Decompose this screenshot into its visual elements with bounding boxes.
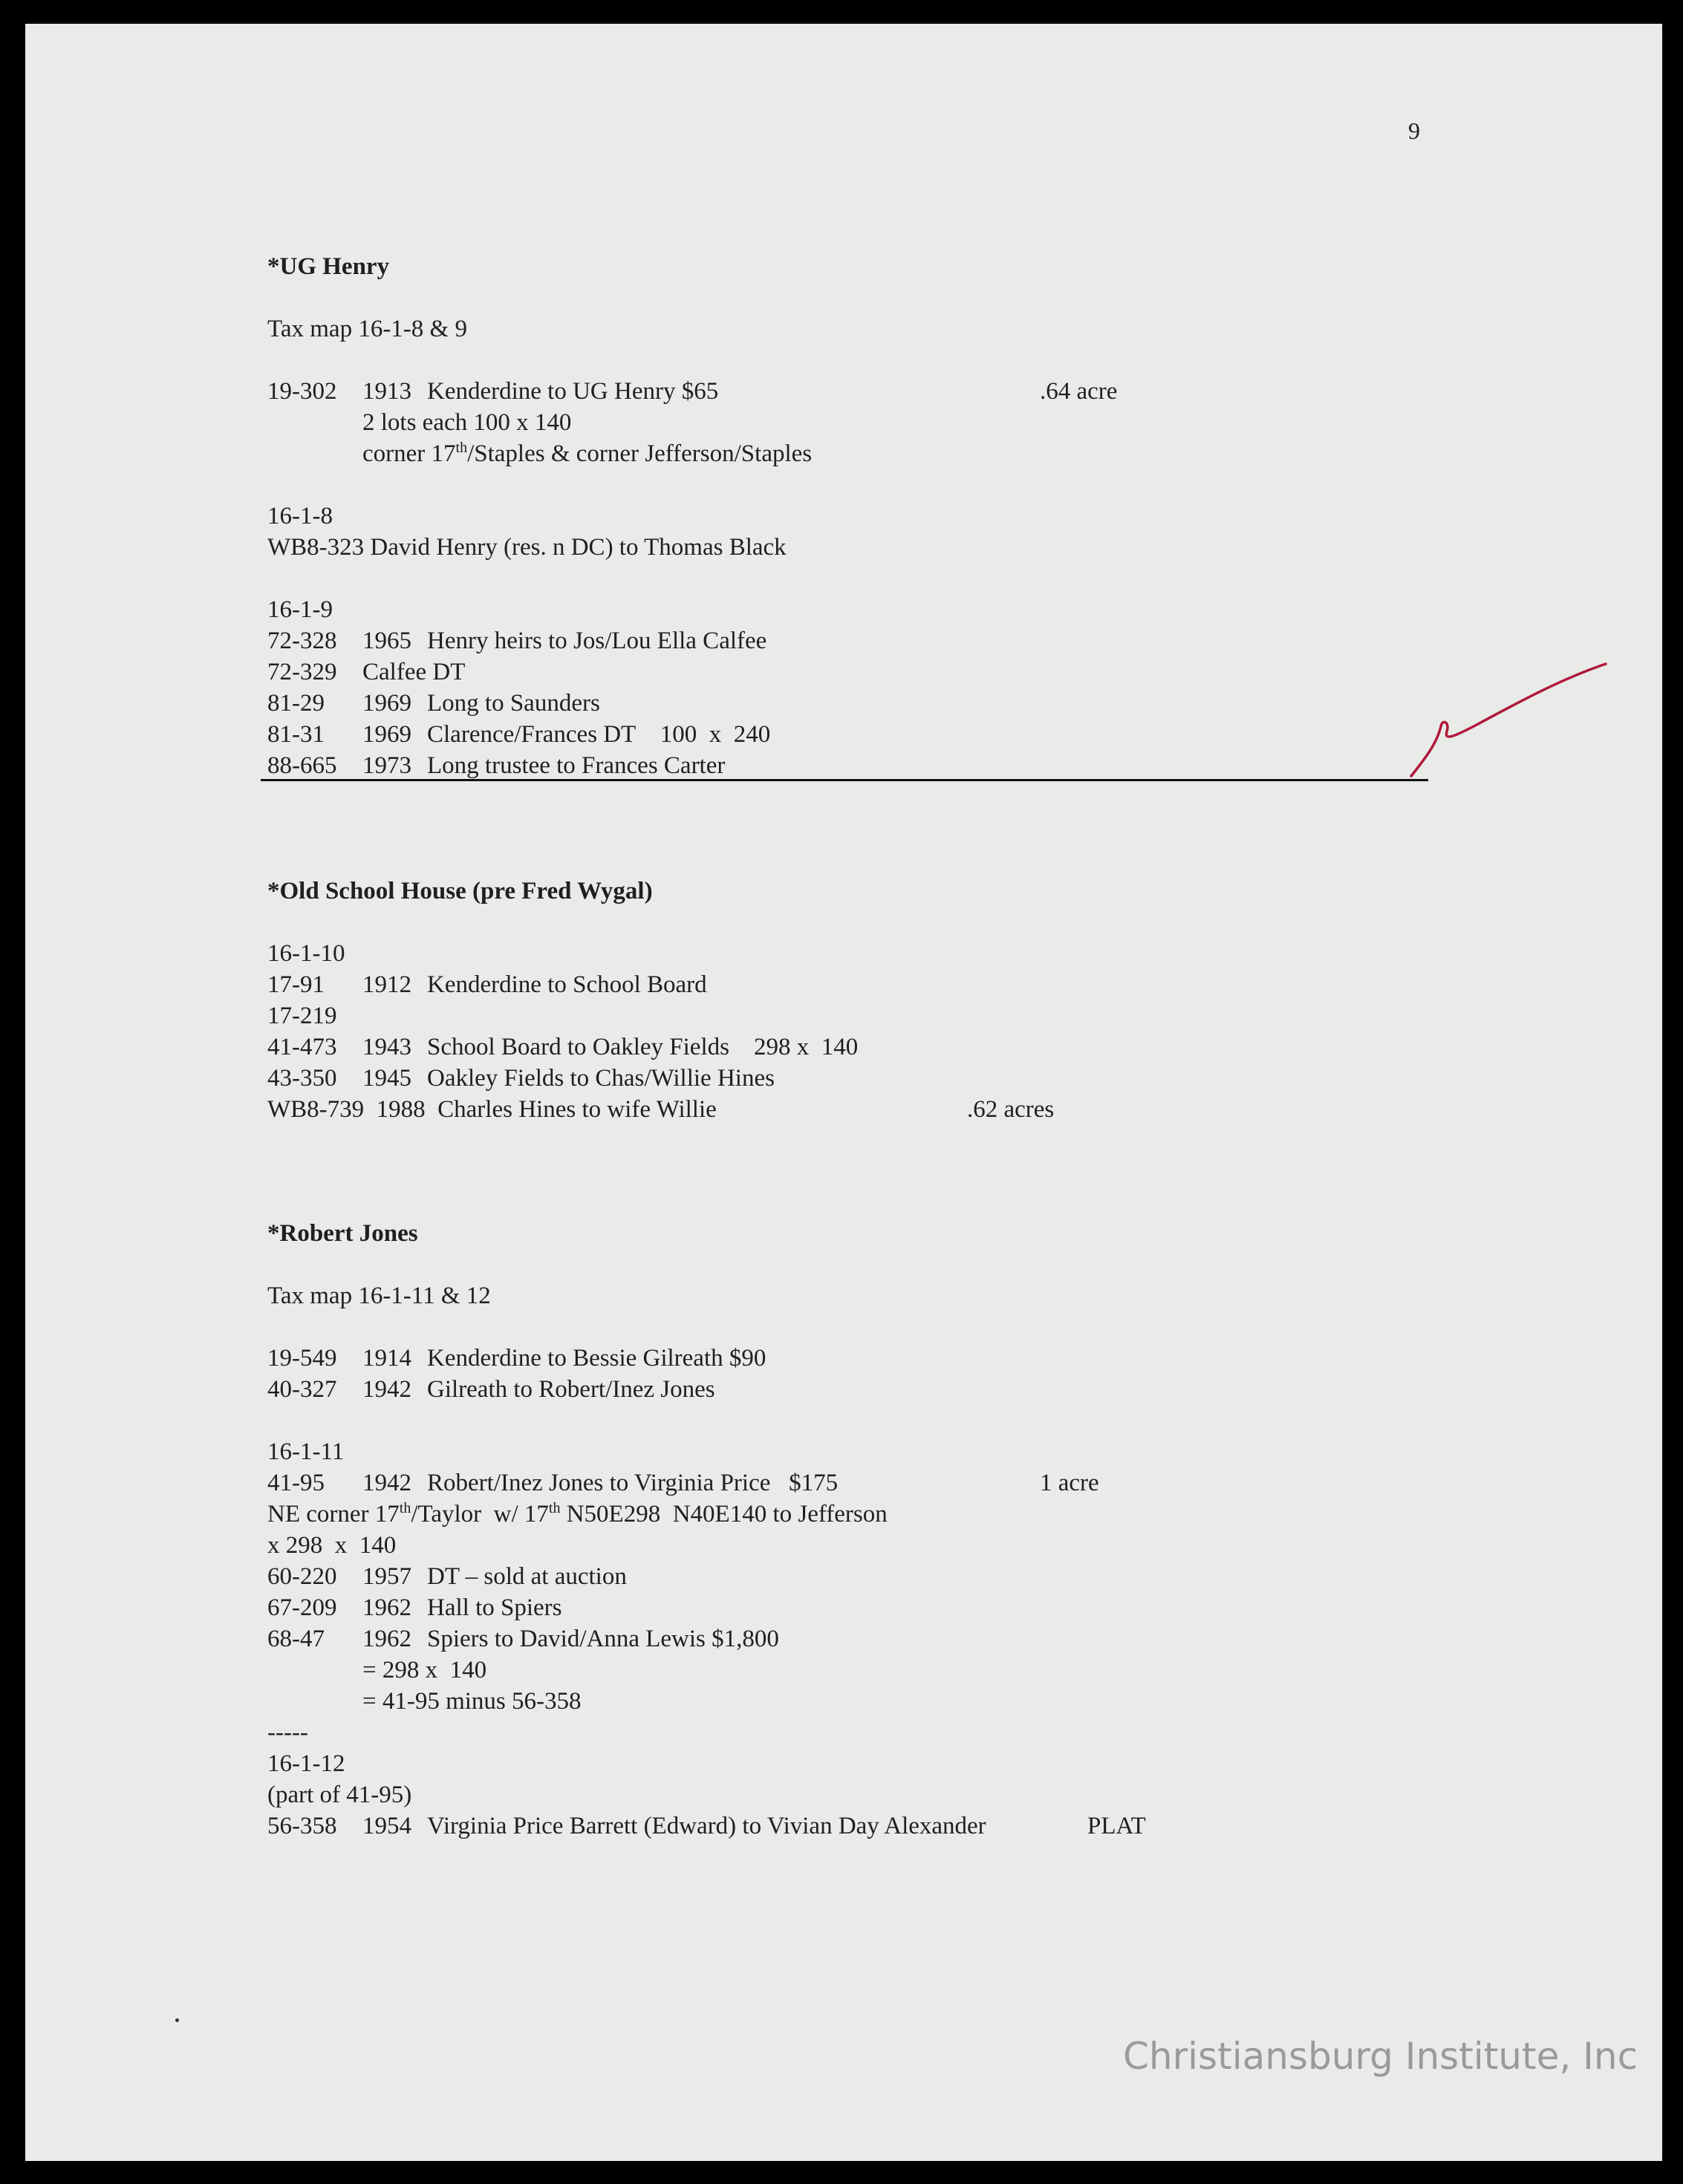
deed-row: 41-473 1943 School Board to Oakley Fields 298 x 140 — [267, 1034, 859, 1060]
deed-detail: x 298 x 140 — [267, 1532, 397, 1559]
speck — [175, 2018, 179, 2022]
deed-detail: 2 lots each 100 x 140 — [362, 409, 572, 436]
deed-year: 1913 — [362, 378, 411, 405]
deed-row: 19-549 1914 Kenderdine to Bessie Gilreath $90 — [267, 1345, 766, 1372]
deed-row: 81-29 1969 Long to Saunders — [267, 690, 600, 717]
deed-book-ref: 19-302 — [267, 378, 337, 405]
heading: *Robert Jones — [267, 1220, 418, 1247]
deed-row — [267, 376, 1312, 407]
deed-row: 81-31 1969 Clarence/Frances DT 100 x 240 — [267, 721, 771, 748]
parcel-id: 16-1-9 — [267, 596, 333, 623]
plat-label: PLAT — [1087, 1813, 1146, 1839]
deed-row: 67-209 1962 Hall to Spiers — [267, 1594, 562, 1621]
section-robert-jones — [267, 1218, 1312, 1842]
deed-row: 40-327 1942 Gilreath to Robert/Inez Jones — [267, 1376, 715, 1403]
watermark-text: Christiansburg Institute, Inc — [1123, 2035, 1638, 2078]
deed-row: 17-91 1912 Kenderdine to School Board — [267, 971, 707, 998]
section-old-school-house — [267, 876, 1312, 1125]
section-ug-henry — [267, 251, 1312, 781]
deed-row: 17-219 — [267, 1003, 337, 1029]
acreage: 1 acre — [1040, 1470, 1099, 1496]
parcel-note: (part of 41-95) — [267, 1782, 412, 1808]
section-title — [267, 251, 1312, 282]
heading: *UG Henry — [267, 253, 390, 280]
deed-row: 60-220 1957 DT – sold at auction — [267, 1563, 627, 1590]
parcel-id: 16-1-11 — [267, 1438, 345, 1465]
deed-description: Kenderdine to UG Henry $65 — [427, 378, 719, 405]
section-divider-line — [261, 779, 1428, 781]
tax-map-line: Tax map 16-1-8 & 9 — [267, 316, 467, 342]
parcel-id: 16-1-8 — [267, 503, 333, 529]
deed-row: 41-95 1942 Robert/Inez Jones to Virginia Price $175 1 acre — [267, 1467, 1312, 1499]
red-checkmark-icon — [1396, 653, 1612, 787]
deed-detail: NE corner 17th/Taylor w/ 17th N50E298 N40E140 to Jefferson — [267, 1500, 888, 1528]
separator-dashes: ----- — [267, 1719, 308, 1746]
deed-row: WB8-739 1988 Charles Hines to wife Willie .62 acres — [267, 1094, 1312, 1125]
deed-row: 43-350 1945 Oakley Fields to Chas/Willie Hines — [267, 1065, 775, 1092]
acreage: .62 acres — [967, 1096, 1055, 1123]
deed-detail: corner 17th/Staples & corner Jefferson/Staples — [362, 440, 813, 467]
parcel-id: 16-1-10 — [267, 940, 345, 967]
parcel-id: 16-1-12 — [267, 1750, 345, 1777]
heading: *Old School House (pre Fred Wygal) — [267, 878, 653, 904]
deed-row: 72-328 1965 Henry heirs to Jos/Lou Ella Calfee — [267, 628, 767, 654]
deed-row: WB8-323 David Henry (res. n DC) to Thomas Black — [267, 534, 787, 561]
deed-detail: = 298 x 140 — [362, 1657, 487, 1683]
page-number: 9 — [1408, 117, 1420, 144]
tax-map-line: Tax map 16-1-11 & 12 — [267, 1282, 491, 1309]
deed-row: 88-665 1973 Long trustee to Frances Carter — [267, 752, 726, 779]
deed-row: 72-329 Calfee DT — [267, 659, 466, 685]
deed-row: 68-47 1962 Spiers to David/Anna Lewis $1,800 — [267, 1626, 779, 1652]
deed-detail: = 41-95 minus 56-358 — [362, 1688, 582, 1715]
deed-row: 56-358 1954 Virginia Price Barrett (Edward) to Vivian Day Alexander PLAT — [267, 1810, 1312, 1842]
acreage: .64 acre — [1040, 378, 1118, 405]
